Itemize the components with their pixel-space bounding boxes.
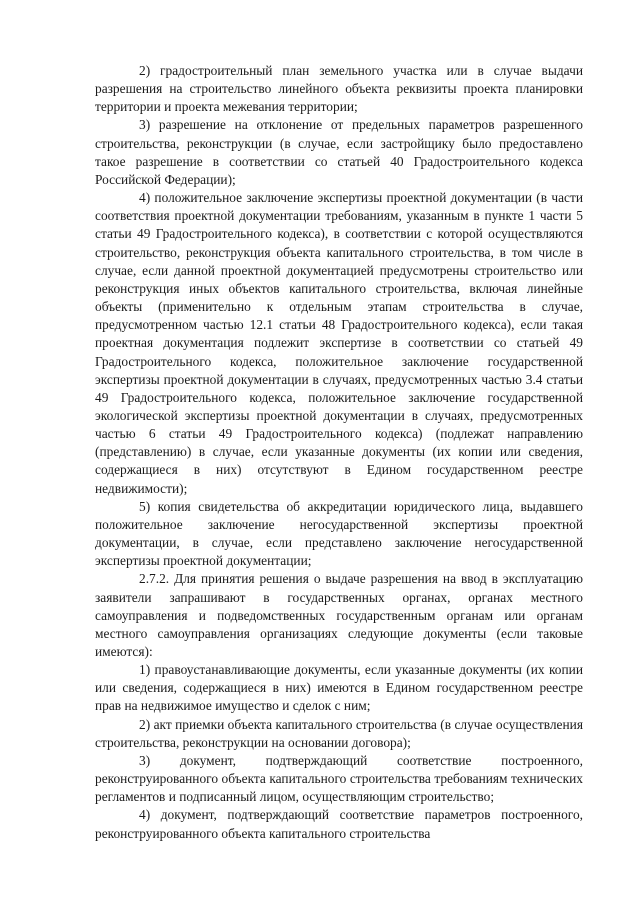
section-2-7-2-paragraph: 2.7.2. Для принятия решения о выдаче разрешения на ввод в эксплуатацию заявители запрашивают в государственных органах, органах местного самоуправления и подведомственных государственным органам или органам местного самоуправления организациях следующие документы (если таковые имеются): <box>95 571 583 659</box>
item-2-paragraph: 2) градостроительный план земельного участка или в случае выдачи разрешения на строительство линейного объекта реквизиты проекта планировки территории и проекта межевания территории; <box>95 63 583 115</box>
item-3-paragraph: 3) разрешение на отклонение от предельных параметров разрешенного строительства, реконструкции (в случае, если застройщику было предоставлено такое разрешение в соответствии со статьей 40 Градостроительного кодекса Российской Федерации); <box>95 117 583 187</box>
subitem-1-paragraph: 1) правоустанавливающие документы, если указанные документы (их копии или сведения, содержащиеся в них) имеются в Едином государственном реестре прав на недвижимое имущество и сделок с ним; <box>95 662 583 714</box>
subitem-3-paragraph: 3) документ, подтверждающий соответствие построенного, реконструированного объекта капитального строительства требованиям технических регламентов и подписанный лицом, осуществляющим строительство; <box>95 752 583 805</box>
document-page <box>95 62 583 843</box>
item-5-paragraph: 5) копия свидетельства об аккредитации юридического лица, выдавшего положительное заключение негосударственной экспертизы проектной документации, в случае, если представлено заключение негосударственной экспертизы проектной документации; <box>95 498 583 569</box>
subitem-4-paragraph: 4) документ, подтверждающий соответствие параметров построенного, реконструированного объекта капитального строительства <box>95 807 583 841</box>
item-4-paragraph: 4) положительное заключение экспертизы проектной документации (в части соответствия проектной документации требованиям, указанным в пункте 1 части 5 статьи 49 Градостроительного кодекса), в соответствии с которой осуществляются строительство, реконструкция объекта капитального строительства, в том числе в случае, если данной проектной документацией предусмотрены строительство или реконструкция иных объектов капитального строительства, включая линейные объекты (применительно к отдельным этапам строительства в случае, предусмотренном частью 12.1 статьи 48 Градостроительного кодекса), если такая проектная документация подлежит экспертизе в соответствии со статьей 49 Градостроительного кодекса, положительное заключение государственной экспертизы проектной документации в случаях, предусмотренных частью 3.4 статьи 49 Градостроительного кодекса, положительное заключение государственной экологической экспертизы проектной документации в случаях, предусмотренных частью 6 статьи 49 Градостроительного кодекса) (подлежат направлению (представлению) в случае, если указанные документы (их копии или сведения, содержащиеся в них) отсутствуют в Едином государственном реестре недвижимости); <box>95 190 583 496</box>
subitem-2-paragraph: 2) акт приемки объекта капитального строительства (в случае осуществления строительства, реконструкции на основании договора); <box>95 716 583 750</box>
